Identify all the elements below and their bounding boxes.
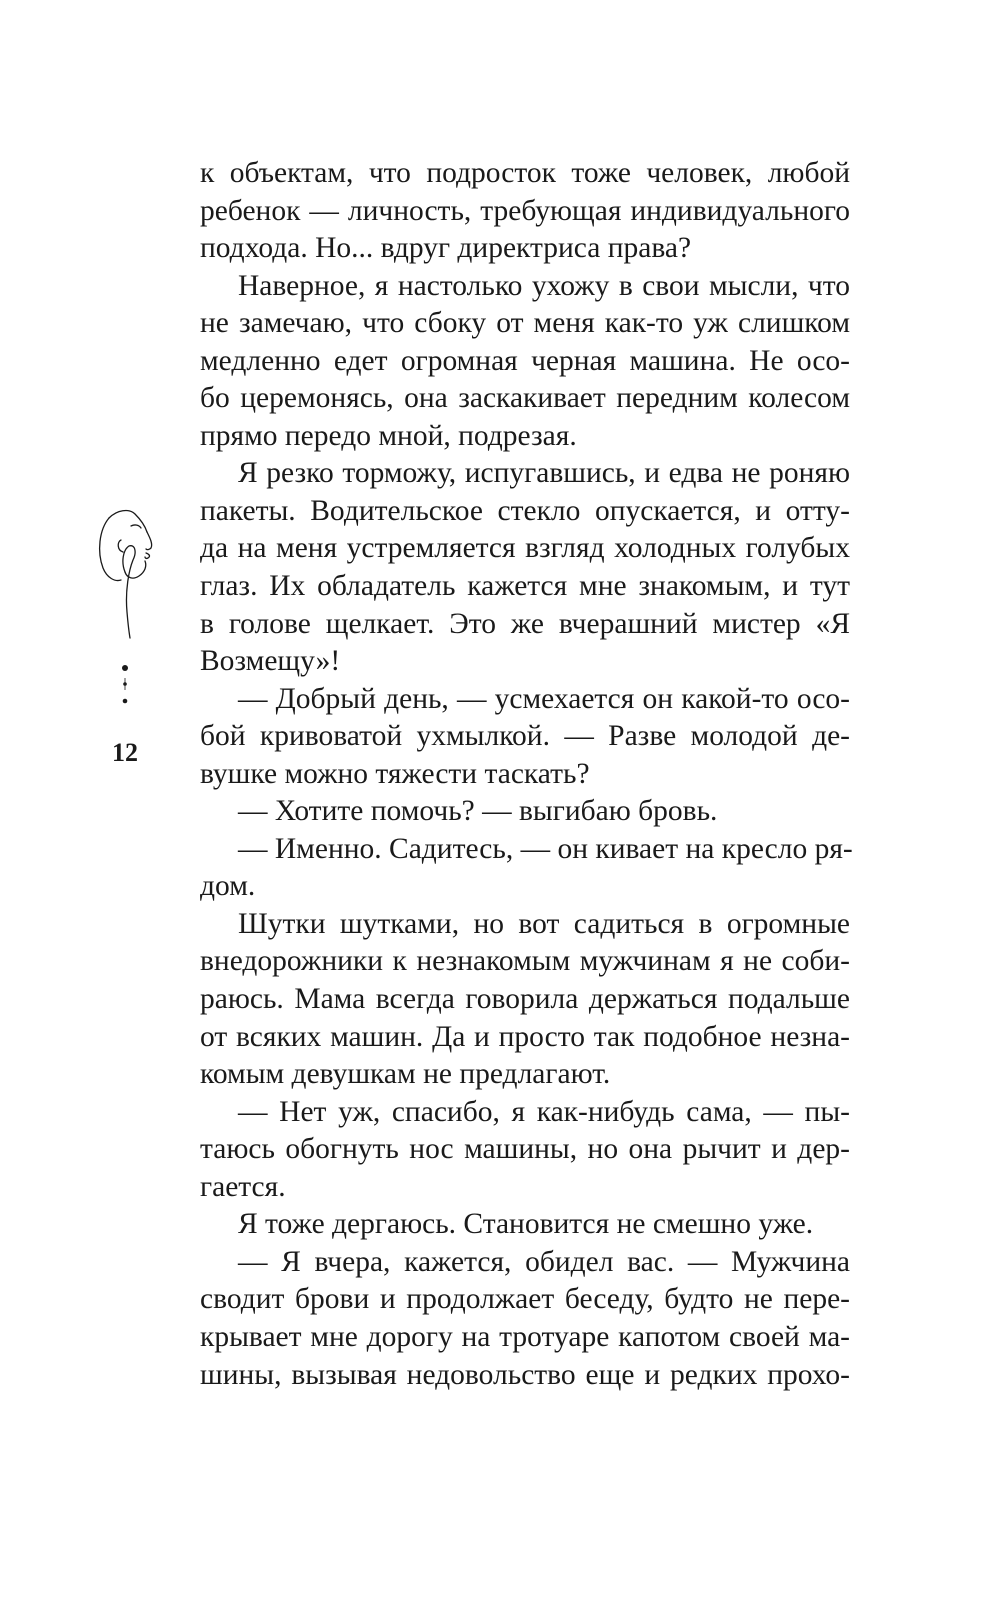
text-line: сводит брови и продолжает беседу, будто не пере- (200, 1283, 850, 1316)
text-line: бо церемонясь, она заскакивает передним колесом (200, 382, 850, 415)
text-line: дом. (200, 870, 256, 903)
text-line: — Нет уж, спасибо, я как-нибудь сама, — пы- (238, 1095, 850, 1128)
text-line: ребенок — личность, требующая индивидуального (200, 194, 850, 227)
text-line: — Добрый день, — усмехается он какой-то осо- (238, 682, 850, 715)
text-line: таюсь обогнуть нос машины, но она рычит и дер- (200, 1133, 850, 1166)
text-line: Шутки шутками, но вот садиться в огромные (238, 907, 850, 940)
text-line: внедорожники к незнакомым мужчинам я не соби- (200, 945, 850, 978)
text-line: Я резко торможу, испугавшись, и едва не роняю (238, 457, 850, 490)
text-line: медленно едет огромная черная машина. Не осо- (200, 344, 850, 377)
text-line: Я тоже дергаюсь. Становится не смешно уже. (238, 1208, 814, 1241)
body-text (200, 155, 853, 1394)
text-line: к объектам, что подросток тоже человек, любой (200, 157, 850, 189)
text-line: раюсь. Мама всегда говорила держаться подальше (200, 983, 850, 1016)
text-line: пакеты. Водительское стекло опускается, и отту- (200, 494, 850, 527)
decorative-dots-icon (118, 660, 132, 710)
text-line: от всяких машин. Да и просто так подобное незна- (200, 1020, 850, 1053)
text-line: Наверное, я настолько ухожу в свои мысли, что (238, 269, 850, 302)
text-line: в голове щелкает. Это же вчерашний мистер «Я (200, 607, 850, 640)
text-line: подхода. Но... вдруг директриса права? (200, 232, 692, 265)
text-line: — Хотите помочь? — выгибаю бровь. (238, 795, 718, 828)
text-line: — Именно. Садитесь, — он кивает на кресло ря- (238, 832, 853, 865)
text-line: комым девушкам не предлагают. (200, 1058, 611, 1091)
text-line: — Я вчера, кажется, обидел вас. — Мужчина (238, 1245, 850, 1278)
text-line: прямо передо мной, подрезая. (200, 419, 577, 452)
text-line: Возмещу»! (200, 645, 341, 678)
text-line: вушке можно тяжести таскать? (200, 757, 590, 790)
text-line: гается. (200, 1170, 286, 1203)
text-line: шины, вызывая недовольство еще и редких прохо- (200, 1358, 850, 1391)
text-line: глаз. Их обладатель кажется мне знакомым, и тут (200, 570, 850, 603)
text-line: не замечаю, что сбоку от меня как-то уж слишком (200, 307, 850, 340)
text-line: да на меня устремляется взгляд холодных голубых (200, 532, 850, 565)
text-line: бой кривоватой ухмылкой. — Разве молодой де- (200, 720, 850, 753)
woman-face-line-art-icon (95, 500, 165, 640)
text-line: крывает мне дорогу на тротуаре капотом своей ма- (200, 1320, 850, 1353)
page-number: 12 (112, 738, 138, 767)
